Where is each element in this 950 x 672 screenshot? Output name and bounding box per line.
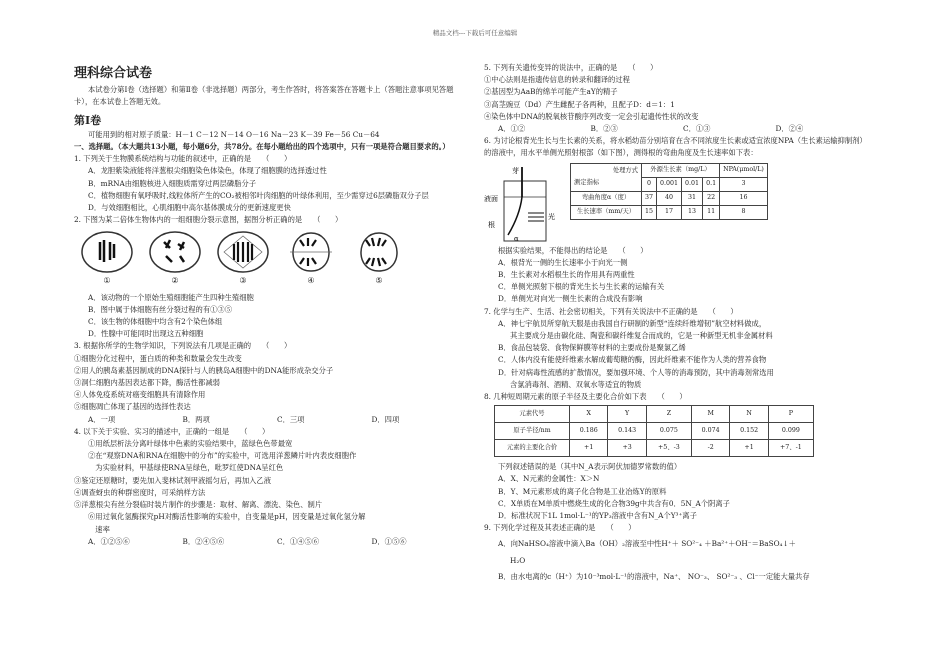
- q1-option-d: D．与效细胞相比，心肌细胞中高尔基体膜成分的更新速度更快: [88, 203, 291, 213]
- q6-cell: 37: [642, 191, 657, 205]
- cell-2: [148, 230, 202, 287]
- cell-4-label: ④: [307, 276, 315, 286]
- q8-cell: 0.152: [730, 423, 768, 440]
- q9-option-b: B．由水电离的c（H⁺）为10⁻³mol·L⁻¹的溶液中，Na⁺、 NO⁻₃、 SO²⁻₃ 、Cl⁻一定能大量共存: [498, 571, 810, 581]
- q6-cell: 11: [703, 205, 720, 219]
- q1-option-b: B．mRNA由细胞核进入细胞质需穿过两层磷脂分子: [88, 178, 257, 188]
- q2-stem: 2. 下图为某二倍体生物体内的一组细胞分裂示意图，据图分析正确的是 （ ）: [74, 215, 343, 225]
- cell-3-label: ③: [239, 276, 247, 286]
- q6-table-corner: 处理方式 测定指标: [571, 163, 642, 191]
- cell-3: [216, 230, 270, 287]
- q9-b-ion2: SO²⁻₃: [716, 571, 738, 581]
- q7-option-a-cont: 其主要成分是由碳化硅、陶瓷和碳纤维复合而成的，它是一种新型无机非金属材料: [510, 331, 773, 341]
- q3-item: ④人体免疫系统对癌变细胞具有清除作用: [74, 390, 206, 400]
- q9-option-a: [484, 538, 868, 550]
- q8-cell: 0.075: [646, 423, 691, 440]
- cell-1: [80, 230, 134, 287]
- q8-option-a: A．X、N元素的金属性：X＞N: [498, 474, 600, 484]
- q9-b-pre: B．由水电离的c（H⁺）为10⁻³mol·L⁻¹的溶液中，Na⁺、: [498, 571, 686, 581]
- q6-cell: 17: [657, 205, 682, 219]
- q2-option-c: C．该生物的体细胞中均含有2个染色体组: [88, 317, 223, 327]
- q3-options: [74, 414, 466, 426]
- cell-5: [352, 230, 406, 287]
- q6-cell: 15: [642, 205, 657, 219]
- q8-cell: 0.186: [570, 423, 608, 440]
- cell-4: [284, 230, 338, 287]
- q8-cell: +1: [730, 440, 768, 457]
- q3-item: ③洞仁细胞内基因表达都下降，酶活性都减弱: [74, 378, 220, 388]
- q5-option-d: D．②④: [775, 124, 804, 134]
- cell-division-figure: [80, 230, 466, 287]
- q5-stem: 5. 下列有关遗传变异的说法中，正确的是 （ ）: [484, 63, 658, 72]
- exam-intro: 本试卷分第Ⅰ卷（选择题）和第Ⅱ卷（非选择题）两部分，考生作答时，将答案答在答题卡上（答题注意事项见答题卡），在本试卷上答题无效。: [74, 85, 454, 107]
- q5-item: ④染色体中DNA的脱氧核苷酸序列改变一定会引起遗传性状的改变: [484, 111, 699, 121]
- q6-stem: 6. 为讨论根背光生长与生长素的关系，将水稻幼苗分别培育在含不同浓度生长素或适宜浓度NPA（生长素运输抑制剂）的溶液中，用水平单侧光照射根部（如下图），测得根的弯曲角度及生长速率如下表：: [484, 136, 867, 158]
- q9-stem: 9. 下列化学过程及其表述正确的是 （ ）: [484, 523, 636, 533]
- table-row: [571, 191, 768, 205]
- q6-table: [570, 163, 768, 220]
- question-4: [74, 426, 466, 548]
- q3-item: ②用人的胰岛素基因制成的DNA探针与人的胰岛A细胞中的DNA能形成杂交分子: [74, 365, 334, 375]
- q6-row-label: 弯曲角度α（度）: [571, 191, 642, 205]
- q6-cell: 22: [703, 191, 720, 205]
- q9-b-ion1: NO⁻₃: [687, 571, 707, 581]
- q4-item: ④调查蚜虫的种群密度时，可采纳样方法: [74, 487, 206, 497]
- table-row: [495, 423, 814, 440]
- q9-b-post: 、Cl⁻一定能大量共存: [739, 571, 810, 581]
- q5-option-a: A．①②: [498, 124, 526, 134]
- q5-options: [484, 123, 868, 135]
- q6-cell: 8: [720, 205, 768, 219]
- section-heading: 第Ⅰ卷: [74, 113, 102, 127]
- cell-5-drawing: [352, 230, 406, 274]
- q7-option-d: D．针对病毒性流感的扩散情况，要加强环境、个人等的消毒预防，其中消毒剂常选用: [498, 367, 774, 377]
- q8-header: Z: [646, 406, 691, 423]
- q4-item: ①用纸层析法分离叶绿体中色素的实验结果中，蓝绿色色带最宽: [88, 439, 293, 449]
- q8-cell: 0.099: [768, 423, 813, 440]
- q3-option-d: D．四项: [371, 414, 400, 424]
- q5-item: ③高茎豌豆（Dd）产生雌配子各两种，且配子D：d＝1：1: [484, 99, 675, 109]
- q5-item: ①中心法则是指遗传信息的转录和翻译的过程: [484, 75, 630, 85]
- q4-item: ②在“观察DNA和RNA在细胞中的分布”的实验中，可选用洋葱鳞片叶内表皮细胞作: [88, 451, 357, 461]
- fig-label-bud: 芽: [512, 166, 519, 175]
- q4-item: 为实验材料，甲基绿使RNA呈绿色，吡罗红使DNA呈红色: [88, 463, 284, 473]
- q6-cell: 13: [682, 205, 703, 219]
- q3-item: ①细胞分化过程中，蛋白质的种类和数量会发生改变: [74, 353, 242, 363]
- cell-2-drawing: [148, 230, 202, 274]
- question-5: [484, 62, 868, 135]
- left-column: [74, 62, 466, 548]
- q9-a-post: ＋Ba²⁺＋OH⁻＝BaSO₄↓＋: [704, 539, 796, 549]
- q3-option-c: C．三项: [277, 414, 305, 424]
- page-header: 精品文档---下载后可任意编辑: [432, 29, 518, 37]
- cell-1-drawing: [80, 230, 134, 274]
- q3-stem: 3. 根据你所学的生物学知识，下列说法有几项是正确的 （ ）: [74, 341, 292, 351]
- q4-item: ⑥用过氧化氢酶探究pH对酶活性影响的实验中，自变量是pH，因变量是过氧化氢分解: [88, 512, 366, 522]
- q8-cell: +7、-1: [768, 440, 813, 457]
- question-8: [484, 391, 868, 522]
- q6-table-npa-header: NPA(μmol/L): [720, 163, 768, 177]
- q6-option-d: D．单侧光对向光一侧生长素的合成没有影响: [498, 294, 643, 304]
- q4-stem: 4. 以下关于实验、实习的描述中，正确的一组是 （ ）: [74, 426, 270, 436]
- table-row: [495, 440, 814, 457]
- q9-a-end: H₂O: [510, 555, 526, 565]
- fig-label-light: 光: [548, 212, 555, 221]
- q7-stem: 7. 化学与生产、生活、社会密切相关，下列有关说法中不正确的是 （ ）: [484, 306, 738, 316]
- table-row: [571, 205, 768, 219]
- q2-option-b: B．图中属于体细胞有丝分裂过程的有①③⑤: [88, 304, 233, 314]
- q8-cell: -2: [691, 440, 729, 457]
- q8-header: N: [730, 406, 768, 423]
- exam-title: 理科综合试卷: [74, 66, 153, 81]
- q6-cell: 16: [720, 191, 768, 205]
- q4-options: [74, 536, 466, 548]
- q6-cell: 40: [657, 191, 682, 205]
- q7-option-b: B．食品包装袋、食物保鲜膜等材料的主要成份是聚氯乙烯: [498, 343, 686, 353]
- q1-option-c: C．植物细胞有氧呼吸时,线粒体所产生的CO₂被相邻叶肉细胞的叶绿体利用，至少需穿过6层磷脂双分子层: [88, 190, 429, 200]
- q8-header: P: [768, 406, 813, 423]
- q5-item: ②基因型为AaB的绵羊可能产生aY的精子: [484, 87, 618, 97]
- q4-option-b: B．②④⑤⑥: [182, 536, 225, 546]
- q8-header: 元素代号: [495, 406, 570, 423]
- q6-table-auxin-header: 外源生长素（mg/L）: [642, 163, 720, 177]
- question-2: [74, 214, 466, 340]
- q8-header: Y: [608, 406, 646, 423]
- q8-option-d: D．标准状况下1L 1mol·L⁻¹的YP₃溶液中含有N_A个Y³⁺离子: [498, 511, 697, 521]
- question-3: [74, 340, 466, 425]
- cell-1-label: ①: [103, 276, 111, 286]
- q6-option-c: C．单侧光照射下根的背光生长与生长素的运输有关: [498, 282, 665, 292]
- q6-table-col: 0.1: [703, 177, 720, 191]
- q6-option-b: B．生长素对水稻根生长的作用具有两重性: [498, 270, 635, 280]
- q8-header: M: [691, 406, 729, 423]
- q1-option-a: A．龙胆紫染液能将洋葱根尖细胞染色体染色，体现了细胞膜的选择透过性: [88, 166, 327, 176]
- q6-table-col: 0.01: [682, 177, 703, 191]
- q6-option-a: A．根背光一侧的生长速率小于向光一侧: [498, 257, 628, 267]
- q8-after: 下列叙述错误的是（其中N_A表示阿伏加德罗常数的值）: [498, 462, 682, 472]
- atomic-masses: 可能用到的相对原子质量：H－1 C－12 N－14 O－16 Na－23 K－39 Fe－56 Cu－64: [88, 129, 380, 139]
- question-9: [484, 522, 868, 583]
- q8-stem: 8. 几种短周期元素的原子半径及主要化合价如下表 （ ）: [484, 392, 687, 402]
- q8-row-label: 元素的主要化合价: [495, 440, 570, 457]
- question-7: [484, 306, 868, 391]
- q6-after: 根据实验结果，不能得出的结论是 （ ）: [498, 245, 648, 255]
- q7-option-c: C．人体内没有能使纤维素水解成葡萄糖的酶，因此纤维素不能作为人类的营养食物: [498, 355, 767, 365]
- q9-a-ion: SO²⁻₄: [681, 539, 702, 549]
- question-1: [74, 153, 466, 214]
- q6-row-label: 生长速率（mm/天）: [571, 205, 642, 219]
- cell-3-drawing: [216, 230, 270, 274]
- fig-label-surface: 液面: [484, 194, 498, 203]
- q8-cell: 0.143: [608, 423, 646, 440]
- cell-5-label: ⑤: [375, 276, 383, 286]
- q4-option-a: A．①②⑤⑥: [88, 536, 130, 546]
- q8-row-label: 原子半径/nm: [495, 423, 570, 440]
- q6-figure-and-table: [484, 163, 868, 243]
- q4-option-c: C．①④⑤⑥: [277, 536, 320, 546]
- q3-option-a: A．一项: [88, 414, 116, 424]
- q4-item: ③鉴定还原糖时，要先加入斐林试剂甲液摇匀后，再加入乙液: [74, 475, 272, 485]
- q8-cell: +3: [608, 440, 646, 457]
- table-row: [495, 406, 814, 423]
- fig-label-root: 根: [488, 220, 495, 229]
- q8-table: [494, 405, 814, 457]
- q4-item: 速率: [88, 524, 110, 534]
- q6-table-col: 0.001: [657, 177, 682, 191]
- q4-item: ⑤洋葱根尖有丝分裂临时装片制作的步骤是：取材、解离、漂洗、染色、制片: [74, 500, 323, 510]
- q2-option-a: A．该动物的一个原始生殖细胞能产生四种生殖细胞: [88, 292, 254, 302]
- q6-table-col: 3: [720, 177, 768, 191]
- q3-option-b: B．两项: [182, 414, 210, 424]
- root-light-diagram: [484, 163, 564, 243]
- part1-heading: 一、选择题。（本大题共13小题，每小题6分，共78分。在每小题给出的四个选项中，只有一项是符合题目要求的。）: [74, 142, 450, 152]
- cell-4-drawing: [284, 230, 338, 274]
- q8-option-b: B．Y、M元素形成的离子化合物是工业冶炼Y的原料: [498, 486, 667, 496]
- question-6: [484, 135, 868, 305]
- q8-header: X: [570, 406, 608, 423]
- q2-option-d: D．性腺中可能同时出现这五种细胞: [88, 329, 204, 339]
- q5-option-c: C．①③: [683, 124, 711, 134]
- q6-table-col: 0: [642, 177, 657, 191]
- q8-cell: +1: [570, 440, 608, 457]
- q6-cell: 31: [682, 191, 703, 205]
- q8-option-c: C．X单质在M单质中燃烧生成的化合物39g中共含有0．5N_A个阴离子: [498, 498, 730, 508]
- right-column: [484, 62, 868, 583]
- q4-option-d: D．①⑤⑥: [371, 536, 407, 546]
- q9-a-pre: A．向NaHSO₄溶液中滴入Ba（OH）₂溶液至中性H⁺＋: [498, 539, 679, 549]
- fig-label-angle: α: [514, 234, 519, 243]
- q3-item: ⑤细胞凋亡体现了基因的选择性表达: [74, 402, 191, 412]
- q8-cell: 0.074: [691, 423, 729, 440]
- q1-stem: 1. 下列关于生物膜系统结构与功能的叙述中，正确的是 （ ）: [74, 154, 292, 164]
- q7-option-a: A．神七宇航员所穿航天服是由我国自行研制的新型“连续纤维增韧”航空材料做成，: [498, 318, 767, 328]
- q8-cell: +5、-3: [646, 440, 691, 457]
- cell-2-label: ②: [171, 276, 179, 286]
- q5-option-b: B．②③: [590, 124, 618, 134]
- q7-option-d-cont: 含氯消毒剂、酒精、双氧水等适宜的物质: [510, 379, 642, 389]
